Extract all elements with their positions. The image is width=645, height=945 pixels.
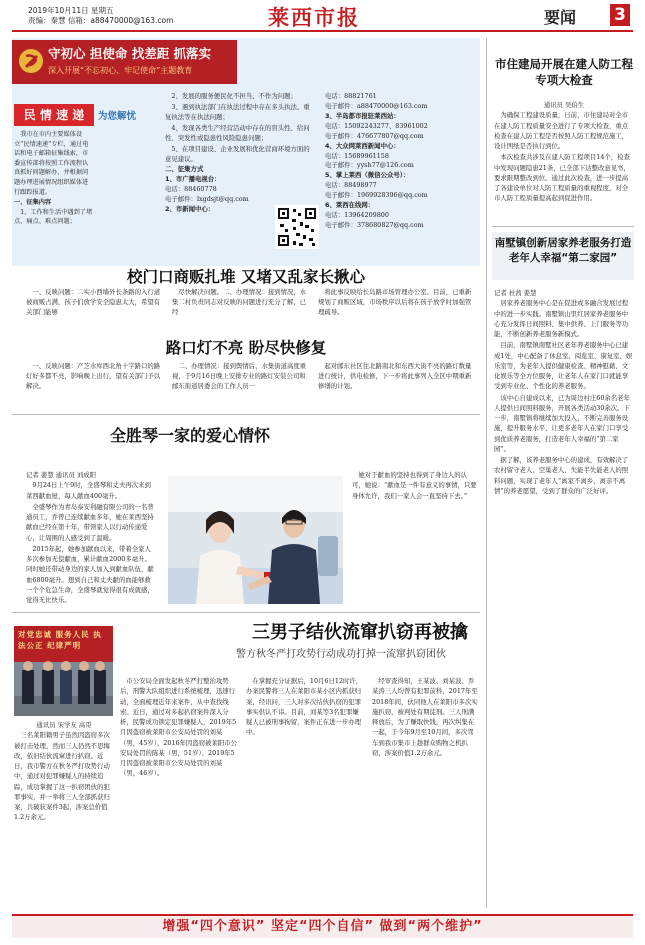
right-divider <box>492 226 634 227</box>
r1-title: 市住建局开展在建人防工程专项大检查 <box>495 57 633 88</box>
paper-name: 莱西市报 <box>268 5 360 30</box>
section-name: 要闻 <box>544 8 577 27</box>
contact-3-email: 电子邮件：476677807@qq.com <box>325 131 424 140</box>
section-divider <box>12 414 480 415</box>
story4-col-2: 市公安局全面发起秋冬严打整治攻势后，刑警大队组织进行系统梳理，迅速行动，全面梳理近年来案件，从中查找线索。近日，通过对多起扒窃案件深入分析，民警成功锁定犯罪嫌疑人，2019年5月因盗窃被莱阳市公安局处罚的刘某（男，45岁）、2016年因盗窃被莱阳市公安局处罚的陈某（男，51岁）、2019年5月因盗窃被莱阳市公安局处罚的刘某（男，46岁）。 <box>120 677 238 778</box>
contact-4-phone: 电话：15689961158 <box>325 151 389 160</box>
story1-col-2: 尽快解决问题。二、办理情况：接到情况，水集二村负责同志对反映的问题进行充分了解，已经 <box>172 288 307 316</box>
story3-byline: 记者 姜慧 通讯员 刘成阳 <box>26 471 96 479</box>
editor-info: 责编：秦慧 信箱：a88470000@163.com <box>28 15 174 25</box>
contact-2-phone: 电话：88821761 <box>325 92 377 100</box>
minqing-col-1 <box>14 130 94 228</box>
story3-text-right: 她对于献血的坚持也得到了身边人的认可，她说：“献血是一件有意义的事情，只要身体允许，我们一家人会一直坚持下去。” <box>352 471 477 500</box>
collect-item-4: 4、发现各类生产经营活动中存在的盲头性、给问性、突发性或隐患性风险隐患问题； <box>165 123 310 142</box>
contact-2-title: 2、市新闻中心： <box>165 205 215 214</box>
story1-col-3: 将此事反映给长岛路市场管理办公室。目前，已重新规划了商贩区域，市场秩序以后将在孩子放学时加强管理疏导。 <box>318 288 472 316</box>
page-number: 3 <box>610 4 630 26</box>
contact-4-title: 4、大众网莱西新闻中心： <box>325 141 400 150</box>
contact-5-email: 电子邮件：1969928396@qq.com <box>325 191 428 200</box>
column-divider <box>486 38 487 908</box>
footer-bar <box>12 914 633 938</box>
collect-heading: 一、征集内容 <box>14 199 52 207</box>
theme-banner <box>12 40 237 84</box>
footer-slogan: 增强“四个意识” 坚定“四个自信” 做到“两个维护” <box>162 919 483 934</box>
collect-item-1: 1、工作和生活中遇到了堵点、痛点、难点问题； <box>14 208 93 226</box>
party-emblem-icon <box>18 48 44 74</box>
story2-col-1: 一、反映问题：产芝水库西北角十字路口的路灯好多都不亮，影响晚上出行，望有关部门予以解决。 <box>26 362 161 390</box>
story4-col-1: 通讯员 宋学友 高哥 三名莱阳籍男子虽然因盗窃多次被打击处理，然而三人仍然不思悔改，依旧结伙流窜进行扒窃。近日，我市警方在秋冬严打攻势行动中，通过对犯罪嫌疑人的持续追踪，成功掌握了这一扒窃团伙的犯罪事实，并一举将三人全部抓获归案，共破获案件3起，涉案总价值1.2万余元。 <box>14 720 114 824</box>
collect-item-2: 2、发展的服务便民化不担当、不作为问题； <box>171 92 297 100</box>
blood-donation-photo <box>168 476 343 604</box>
collect-item-5: 5、在项目建设、企业发展和优化营商环境方面的意见建议。 <box>165 144 310 163</box>
r2-body: 记者 杜茜 姜慧 居家养老服务中心是在促进或多融合发展过程中的进一步实践。南墅镇山里红居家养老服务中心充分发挥日间照料、集中供养、上门服务等功能，不断创新养老服务新模式。 目前，南墅镇南墅社区老年养老服务中心已建成1处，中心配备了休息室、阅览室、康复室、娱乐室等，为老年人提供健康检查、精神慰藉、文化娱乐等全方位服务，让老年人在家门口就能享受到专业化、个性化的养老服务。 该中心自建成以来，已为周边村庄60余名老年人提供日间照料服务，开展各类活动30余次。下一步，南墅镇将继续加大投入，不断完善服务设施，提升服务水平，让更多老年人在家门口享受到优质养老服务，打造老年人幸福的“第二家园”。 据了解，该养老服务中心的建成，有效解决了农村留守老人、空巢老人、失能半失能老人的照料问题，实现了老年人“离家不离乡、离亲不离情”的养老愿望，受到了群众的广泛好评。 <box>494 289 633 495</box>
story1-title: 校门口商贩扎堆 又堵又乱家长揪心 <box>127 268 365 286</box>
story1-col-1: 一、反映问题：二实小西墙外长条路的入行道被商贩占满，孩子们放学安全隐患太大，希望有关部门能够 <box>26 288 161 316</box>
minqing-col-3 <box>325 92 475 231</box>
contact-5-phone: 电话：88498977 <box>325 181 377 190</box>
police-photo <box>14 626 113 716</box>
issue-date: 2019年10月11日 星期五 <box>28 6 114 15</box>
police-wall-slogan: 对党忠诚 服务人民 执法公正 纪律严明 <box>18 630 102 651</box>
contact-4-email: 电子邮件：yysh77@126.com <box>325 161 414 170</box>
collect-item-3: 3、遇到执法部门在执法过程中存在多头执法、重复执法等在执法问题； <box>165 102 310 121</box>
r1-byline: 通讯员 吴伯生 <box>543 101 585 109</box>
r1-body: 通讯员 吴伯生 为确保工程建设质量，日前，市住建局对全市在建人防工程质量安全进行了专项大检查，重点检查在建人防工程是否按照人防工程规范施工，设计图纸是否执行到位。 本次检查共涉及在建人防工程项目14个，检查中发现问题隐患21条，已全部下达整改意见书，要求限期整改到位。通过此次检查，进一步提高了各建设单位对人防工程质量的重视程度，对全市人防工程质量提高起到促进作用。 <box>494 100 634 205</box>
story4-col-4: 经审查得知，王某波、刘某波、乔某涛三人均曾有犯罪前科，2017年至2018年间，伙同他人在莱阳市多次实施扒窃，被判处有期徒刑。三人刑满释放后，为了赚取快钱，再次纠集在一起，于今年9月至10月间，多次驾车到我市集市上趁群众购物之机扒窃，涉案价值1.2万余元。 <box>372 677 478 757</box>
qr-code-icon <box>275 205 319 249</box>
masthead-meta <box>28 6 228 26</box>
story3-text-left: 记者 姜慧 通讯员 刘成阳 9月24日上午9时，全盛琴和丈夫再次来到莱西献血屋，每人献血400毫升。 全盛琴作为青岛泰安利融有限公司的一名普通员工，乔曾已连续献血多年，她在莱西坚持献血已经在第十年，带领家人以行动传递爱心，让周围的人感受到了温暖。 2015年起，她参加献血以来，带着全家人多次参加无偿献血，累计献血2000多毫升。同时她还带动身边的家人加入到献血队伍，献血6800毫升。想到自己和丈夫献的血能够救一个个危急生命，全盛琴就觉得很有成就感，觉得无比快乐。 <box>26 470 156 606</box>
story4-col-3: 在掌握充分证据后，10月6日12时许，办案民警将三人在莱阳市某小区内抓获归案，经讯问，三人对多次结伙扒窃的犯罪事实供认不讳。目前，刘某等3名犯罪嫌疑人已被刑事拘留，案件正在进一步办理中。 <box>246 677 363 737</box>
story3-title: 全胜琴一家的爱心情怀 <box>110 426 271 445</box>
story2-col-3: 起对邮东社区往北路南北和东西大街不亮的路灯数量进行统计，供电检修，下一步将此事列入全区中期重新修缮的计划。 <box>318 362 472 390</box>
r2-byline: 记者 杜茜 姜慧 <box>494 289 537 297</box>
contact-6-email: 电子邮件：378680827@qq.com <box>325 220 424 229</box>
theme-subline: 深入开展“不忘初心、牢记使命”主题教育 <box>48 66 193 75</box>
minqing-intro: 我市在市内主要媒体设立“民情速递”专栏，通过电话和电子邮箱征集线索，市委宣传部将按照工作流程认真抓好问题解办，并根据问题办理进展情况组织媒体进行跟踪报道。 <box>14 131 89 196</box>
story4-subtitle: 警方秋冬严打攻势行动成功打掉一流窜扒窃团伙 <box>236 649 446 660</box>
story2-title: 路口灯不亮 盼尽快修复 <box>165 339 327 357</box>
minqing-tag: 民 情 速 递 <box>14 104 94 126</box>
story4-byline: 通讯员 宋学友 高哥 <box>36 721 92 729</box>
contact-6-phone: 电话：13964209800 <box>325 211 389 220</box>
story4-title: 三男子结伙流窜扒窃再被擒 <box>252 622 468 643</box>
story2-col-2: 二、办理情况：接到舆情后，水集街道高度重视，于9月16日晚上安排专业的路灯安装公司和邮东街道居委会的工作人员一 <box>172 362 307 390</box>
contact-6-title: 6、莱西在线网： <box>325 201 375 210</box>
section-divider-2 <box>12 612 480 613</box>
method-heading: 二、征集方式 <box>165 165 204 174</box>
contact-1-phone: 电话：88460778 <box>165 185 217 194</box>
contact-1-title: 1、市广播电视台： <box>165 175 221 184</box>
theme-slogan: 守初心 担使命 找差距 抓落实 <box>48 46 212 61</box>
masthead-rule <box>12 30 633 32</box>
contact-3-phone: 电话：15092243277、83961002 <box>325 121 428 130</box>
minqing-tag-sub: 为您解忧 <box>98 111 137 122</box>
contact-5-title: 5、掌上莱西（微信公众号）： <box>325 171 410 180</box>
contact-1-email: 电子邮件：lxgdsjt@qq.com <box>165 195 249 204</box>
r2-title: 南墅镇创新居家养老服务打造老年人幸福“第二家园” <box>494 237 632 265</box>
contact-3-title: 3、半岛都市报驻莱西站： <box>325 111 400 120</box>
minqing-col-2 <box>165 92 315 215</box>
contact-2-email: 电子邮件：a88470000@163.com <box>325 101 428 110</box>
